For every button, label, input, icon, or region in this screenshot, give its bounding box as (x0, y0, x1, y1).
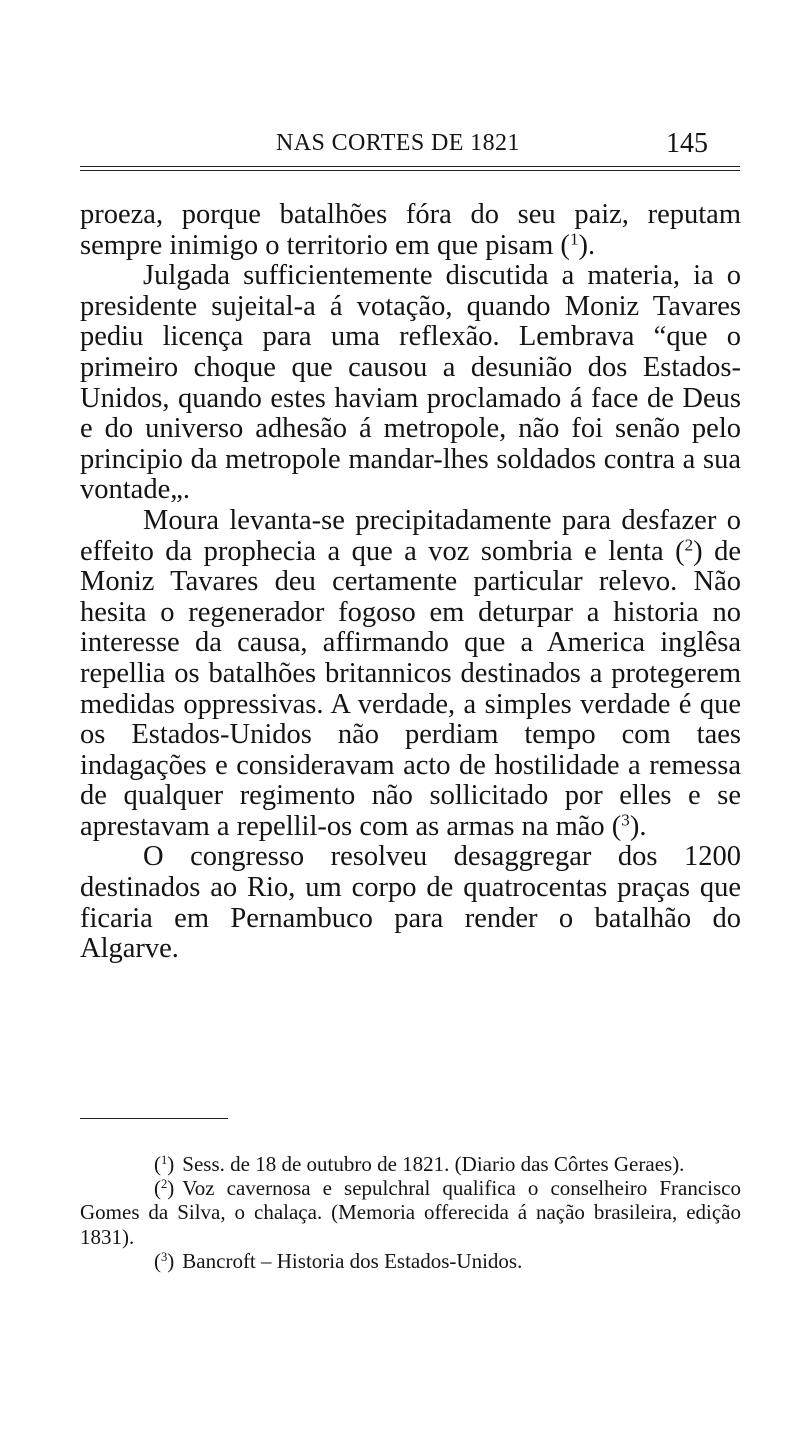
paragraph-3: Moura levanta-se precipitadamente para desfazer o effeito da prophecia a que a voz sombria e lenta ($^2$) de Moniz Tavares deu certamente particular relevo. Não hesita o regenerador fogoso em deturpar a historia no interesse da causa, affirmando que a America inglêsa repellia os batalhões britannicos destinados a protegerem medidas oppressivas. A verdade, a simples verdade é que os Estados-Unidos não perdiam tempo com taes indagações e consideravam acto de hostilidade a remessa de qualquer regimento não sollicitado por elles e se aprestavam a repellil-os com as armas na mão ($^3$). (80, 504, 742, 842)
body-text (80, 200, 741, 965)
footnote-2: ($^2$) Voz cavernosa e sepulchral qualifica o conselheiro Francisco Gomes da Silva, o chalaça. (Memoria offerecida á nação brasileira, edição 1831). (80, 1176, 741, 1249)
footnotes (80, 1152, 741, 1273)
paragraph-2: Julgada sufficientemente discutida a materia, ia o presidente sujeital-a á votação, quando Moniz Tavares pediu licença para uma reflexão. Lembrava “que o primeiro choque que causou a desunião dos Estados-Unidos, quando estes haviam proclamado á face de Deus e do universo adhesão á metropole, não foi senão pelo principio da metropole mandar-lhes soldados contra a sua vontade„. (80, 260, 741, 506)
footnote-1: ($^1$) Sess. de 18 de outubro de 1821. (Diario das Côrtes Geraes). (154, 1152, 685, 1176)
footnote-3: ($^3$) Bancroft – Historia dos Estados-Unidos. (154, 1248, 523, 1273)
page-number: 145 (666, 128, 708, 159)
footnote-ref-1: 1 (569, 229, 579, 249)
paragraph-1: proeza, porque batalhões fóra do seu paiz, reputam sempre inimigo o territorio em que pisam ($^1$). (80, 199, 741, 261)
page-header (80, 128, 740, 162)
running-title: NAS CORTES DE 1821 (276, 130, 520, 156)
header-rule (80, 166, 740, 171)
paragraph-4: O congresso resolveu desaggregar dos 1200 destinados ao Rio, um corpo de quatrocentas praças que ficaria em Pernambuco para render o batalhão do Algarve. (80, 841, 741, 965)
footnote-ref-3: 3 (621, 810, 630, 830)
footnote-separator (80, 1118, 228, 1119)
footnote-ref-2: 2 (684, 535, 694, 555)
